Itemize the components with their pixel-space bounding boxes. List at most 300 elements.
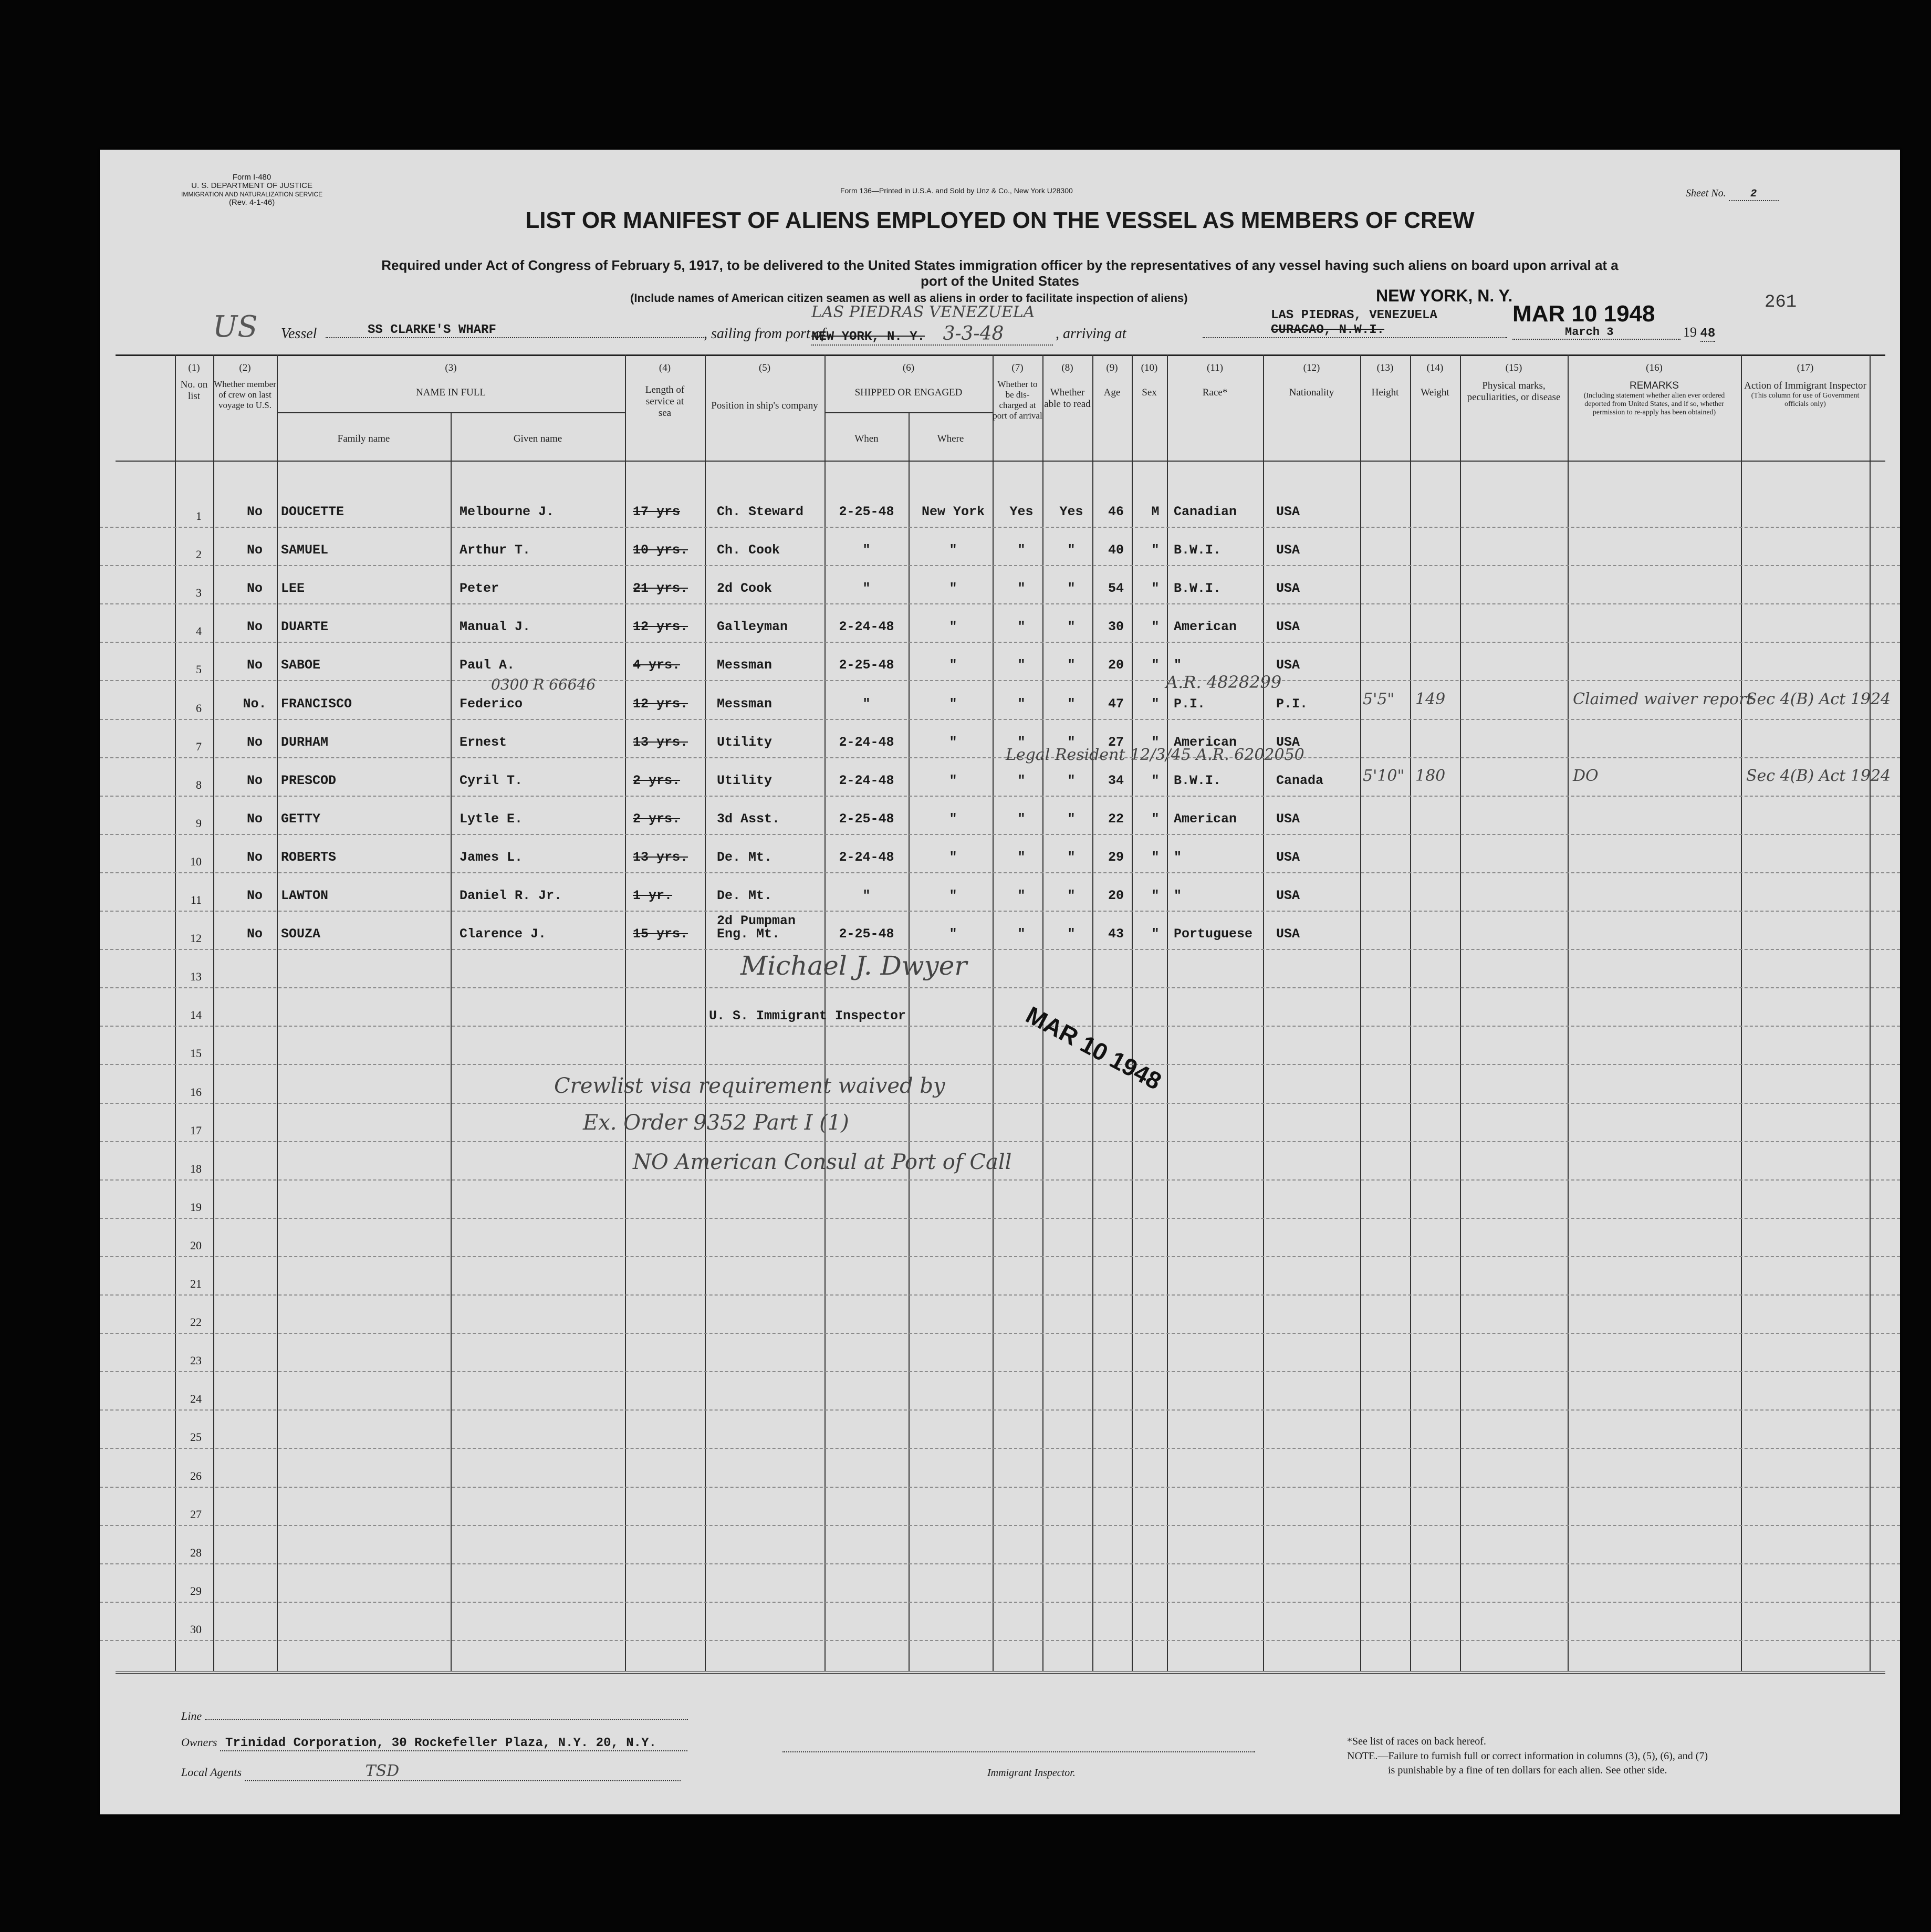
col-sublabel: (Including statement whether alien ever ordered deported from United States, and if so, whether permission to re-apply has been obtained)	[1583, 392, 1725, 416]
able-to-read-cell: "	[1067, 657, 1076, 673]
col-header-8	[1042, 362, 1092, 410]
service-length-cell: 21 yrs.	[633, 581, 688, 597]
row-number: 21	[190, 1277, 202, 1290]
table-row	[100, 872, 1900, 912]
table-row	[100, 1103, 1900, 1142]
given-name-cell: Cyril T.	[460, 772, 523, 788]
shipped-when-cell: "	[862, 888, 871, 903]
weight-cell: 149	[1415, 690, 1446, 708]
arriving-label: , arriving at	[1056, 326, 1126, 342]
col-header-4	[625, 362, 705, 419]
col-sublabel: (This column for use of Government officials only)	[1751, 392, 1860, 408]
table-bottom-border	[116, 1672, 1885, 1674]
col-num: (13)	[1376, 362, 1394, 373]
table-top-border	[116, 354, 1885, 356]
nationality-cell: USA	[1276, 657, 1300, 673]
shipped-subheader-line	[824, 412, 993, 413]
crewlist-waiver-line-2: Ex. Order 9352 Part I (1)	[583, 1111, 849, 1135]
discharged-cell: "	[1017, 581, 1026, 597]
shipped-where-cell: "	[949, 619, 957, 635]
shipped-when-cell: 2-25-48	[839, 504, 894, 519]
shipped-when-cell: 2-24-48	[839, 619, 894, 635]
sailing-port	[811, 323, 1053, 346]
discharged-cell: "	[1017, 657, 1026, 673]
col-num: (5)	[758, 362, 771, 373]
family-name-cell: DURHAM	[281, 734, 329, 750]
position-cell: Utility	[717, 772, 773, 788]
sex-cell: "	[1151, 734, 1160, 750]
able-to-read-cell: "	[1067, 734, 1076, 750]
given-name-cell: Melbourne J.	[460, 504, 555, 519]
shipped-where-cell: "	[949, 772, 957, 788]
col-num: (8)	[1061, 362, 1073, 373]
last-voyage-cell: No	[246, 849, 263, 865]
table-row	[100, 1563, 1900, 1603]
able-to-read-cell: Yes	[1059, 504, 1083, 519]
col-label: Whether able to read	[1044, 387, 1091, 410]
discharged-cell: "	[1017, 849, 1026, 865]
row-number: 11	[190, 893, 202, 906]
sex-cell: M	[1151, 504, 1160, 519]
col-subheader-when: When	[854, 433, 879, 444]
row-number: 25	[190, 1430, 202, 1444]
table-row	[100, 642, 1900, 681]
nationality-cell: USA	[1276, 542, 1300, 558]
sex-cell: "	[1151, 772, 1160, 788]
last-voyage-cell: No.	[243, 696, 267, 712]
able-to-read-cell: "	[1067, 926, 1076, 942]
service-name: IMMIGRATION AND NATURALIZATION SERVICE	[181, 191, 323, 198]
col-num: (9)	[1106, 362, 1118, 373]
able-to-read-cell: "	[1067, 772, 1076, 788]
row6-given-note: 0300 R 66646	[491, 676, 596, 693]
subtitle-act: Required under Act of Congress of February 5, 1917, to be delivered to the United States immigration officer by the representatives of any vessel having such aliens on board upon arrival at a	[381, 257, 1619, 273]
row-number: 22	[190, 1315, 202, 1329]
given-name-cell: Daniel R. Jr.	[460, 888, 562, 903]
name-subheader-line	[277, 412, 625, 413]
service-length-cell: 13 yrs.	[633, 849, 688, 865]
inspector-signature: Michael J. Dwyer	[740, 951, 967, 981]
table-row	[100, 1409, 1900, 1449]
table-header-border	[116, 461, 1885, 462]
col-label: Nationality	[1289, 387, 1334, 398]
date-stamp: MAR 10 1948	[1512, 301, 1655, 327]
arrival-date: March 3	[1512, 326, 1681, 340]
table-row	[100, 987, 1900, 1027]
age-cell: 29	[1108, 849, 1124, 865]
weight-cell: 180	[1415, 766, 1446, 785]
col-header-13	[1360, 362, 1410, 399]
nationality-cell: USA	[1276, 888, 1300, 903]
col-header-10	[1132, 362, 1167, 399]
row-number: 15	[190, 1047, 202, 1060]
col-num: (4)	[659, 362, 671, 373]
able-to-read-cell: "	[1067, 696, 1076, 712]
row6-race-note: A.R. 4828299	[1166, 672, 1282, 692]
form-header	[181, 173, 322, 207]
table-row	[100, 527, 1900, 566]
family-name-cell: GETTY	[281, 811, 321, 827]
family-name-cell: SAMUEL	[281, 542, 329, 558]
col-header-6	[824, 362, 993, 399]
race-cell: P.I.	[1174, 696, 1206, 712]
given-name-cell: Lytle E.	[460, 811, 523, 827]
row-number: 1	[196, 509, 202, 523]
given-name-cell: Paul A.	[460, 657, 515, 673]
shipped-when-cell: 2-25-48	[839, 657, 894, 673]
inspector-title: U. S. Immigrant Inspector	[709, 1008, 906, 1024]
given-name-cell: Peter	[460, 581, 499, 597]
row-number: 20	[190, 1238, 202, 1252]
year-value: 48	[1700, 327, 1716, 341]
last-voyage-cell: No	[246, 581, 263, 597]
family-name-cell: PRESCOD	[281, 772, 337, 788]
table-row	[100, 488, 1900, 528]
position-cell: De. Mt.	[717, 849, 773, 865]
shipped-when-cell: "	[862, 542, 871, 558]
line-value	[205, 1719, 688, 1720]
col-label: SHIPPED OR ENGAGED	[854, 387, 963, 398]
col-subheader-family: Family name	[337, 433, 390, 444]
age-cell: 47	[1108, 696, 1124, 712]
form-number: Form I-480	[232, 173, 272, 182]
position-cell: Galleyman	[717, 619, 788, 635]
service-length-cell: 12 yrs.	[633, 619, 688, 635]
last-voyage-cell: No	[246, 542, 263, 558]
row-number: 27	[190, 1507, 202, 1521]
shipped-where-cell: "	[949, 811, 957, 827]
table-row	[100, 1026, 1900, 1065]
race-cell: Canadian	[1174, 504, 1237, 519]
sheet-number: 2	[1729, 188, 1779, 201]
given-name-cell: Federico	[460, 696, 523, 712]
nationality-cell: P.I.	[1276, 696, 1308, 712]
sheet-number-label	[1686, 187, 1779, 201]
service-length-cell: 2 yrs.	[633, 811, 681, 827]
col-num: (3)	[445, 362, 457, 373]
col-header-15	[1460, 362, 1568, 403]
position-cell: Eng. Mt.	[717, 926, 780, 942]
vessel-name: SS CLARKE'S WHARF	[326, 323, 704, 338]
table-row	[100, 796, 1900, 835]
arriving-port-typed: LAS PIEDRAS, VENEZUELA	[1271, 308, 1437, 322]
col-num: (15)	[1505, 362, 1522, 373]
fine-note-2: is punishable by a fine of ten dollars for each alien. See other side.	[1388, 1764, 1667, 1776]
shipped-where-cell: "	[949, 849, 957, 865]
shipped-where-cell: "	[949, 581, 957, 597]
table-row	[100, 1333, 1900, 1372]
sex-cell: "	[1151, 696, 1160, 712]
sailing-port-struck: NEW YORK, N. Y.	[811, 330, 925, 344]
family-name-cell: FRANCISCO	[281, 696, 352, 712]
given-name-cell: James L.	[460, 849, 523, 865]
discharged-cell: "	[1017, 542, 1026, 558]
position-cell: Messman	[717, 696, 773, 712]
sex-cell: "	[1151, 888, 1160, 903]
form-revision: (Rev. 4-1-46)	[228, 198, 275, 207]
shipped-where-cell: "	[949, 657, 957, 673]
last-voyage-cell: No	[246, 926, 263, 942]
table-row	[100, 1487, 1900, 1526]
owners-label: Owners	[181, 1736, 217, 1749]
col-header-5	[705, 362, 824, 412]
table-row	[100, 1294, 1900, 1334]
nationality-cell: USA	[1276, 926, 1300, 942]
col-header-17	[1741, 362, 1870, 409]
age-cell: 20	[1108, 657, 1124, 673]
able-to-read-cell: "	[1067, 811, 1076, 827]
discharged-cell: "	[1017, 734, 1026, 750]
inspector-date-stamp: MAR 10 1948	[1021, 1000, 1166, 1095]
inspector-action-cell: Sec 4(B) Act 1924	[1746, 690, 1891, 708]
shipped-when-cell: 2-24-48	[839, 772, 894, 788]
sailing-label: , sailing from port of	[704, 326, 826, 342]
position-cell: 3d Asst.	[717, 811, 780, 827]
col-label: Whether member of crew on last voyage to U.S.	[214, 379, 276, 410]
race-cell: American	[1174, 811, 1237, 827]
table-row	[100, 911, 1900, 950]
family-name-cell: SOUZA	[281, 926, 321, 942]
sex-cell: "	[1151, 811, 1160, 827]
table-row	[100, 757, 1900, 797]
family-name-cell: SABOE	[281, 657, 321, 673]
sheet-label: Sheet No.	[1686, 187, 1726, 199]
fine-note-1: NOTE.—Failure to furnish full or correct information in columns (3), (5), (6), and (7)	[1347, 1750, 1708, 1762]
given-name-cell: Clarence J.	[460, 926, 547, 942]
col-header-12	[1263, 362, 1360, 399]
arriving-port-struck: CURACAO, N.W.I.	[1203, 323, 1507, 338]
col-num: (12)	[1303, 362, 1320, 373]
position-cell: De. Mt.	[717, 888, 773, 903]
agency-name: U. S. DEPARTMENT OF JUSTICE	[191, 181, 312, 190]
row-number: 13	[190, 970, 202, 984]
family-name-cell: DUARTE	[281, 619, 329, 635]
footer-line	[181, 1709, 688, 1723]
arrival-year	[1683, 325, 1715, 341]
row-number: 5	[196, 663, 202, 676]
service-length-cell: 17 yrs	[633, 504, 681, 519]
discharged-cell: "	[1017, 619, 1026, 635]
position-cell: Utility	[717, 734, 773, 750]
last-voyage-cell: No	[246, 811, 263, 827]
shipped-when-cell: 2-24-48	[839, 849, 894, 865]
position-cell: Ch. Steward	[717, 504, 804, 519]
inspector-action-cell: Sec 4(B) Act 1924	[1746, 766, 1891, 785]
given-name-cell: Ernest	[460, 734, 507, 750]
able-to-read-cell: "	[1067, 888, 1076, 903]
row-number: 4	[196, 624, 202, 638]
table-row	[100, 1525, 1900, 1564]
age-cell: 40	[1108, 542, 1124, 558]
table-row	[100, 834, 1900, 873]
manifest-sheet	[100, 150, 1900, 1814]
remarks-cell: DO	[1573, 766, 1599, 785]
shipped-when-cell: 2-24-48	[839, 734, 894, 750]
position-above-cell: 2d Pumpman	[717, 913, 796, 929]
sex-cell: "	[1151, 657, 1160, 673]
col-label: No. on list	[180, 379, 208, 402]
row-number: 30	[190, 1622, 202, 1636]
col-num: (10)	[1141, 362, 1158, 373]
service-length-cell: 2 yrs.	[633, 772, 681, 788]
able-to-read-cell: "	[1067, 542, 1076, 558]
col-label: Sex	[1142, 387, 1157, 398]
discharged-cell: "	[1017, 888, 1026, 903]
nationality-cell: USA	[1276, 849, 1300, 865]
able-to-read-cell: "	[1067, 581, 1076, 597]
row-number: 9	[196, 816, 202, 830]
row-number: 28	[190, 1545, 202, 1559]
col-subheader-given: Given name	[513, 433, 562, 444]
row-number: 3	[196, 586, 202, 600]
row-number: 24	[190, 1392, 202, 1406]
service-length-cell: 10 yrs.	[633, 542, 688, 558]
last-voyage-cell: No	[246, 772, 263, 788]
sex-cell: "	[1151, 581, 1160, 597]
able-to-read-cell: "	[1067, 619, 1076, 635]
col-label: Age	[1103, 387, 1121, 398]
table-row	[100, 1602, 1900, 1641]
agents-label: Local Agents	[181, 1766, 242, 1779]
race-cell: American	[1174, 619, 1237, 635]
nationality-cell: USA	[1276, 734, 1300, 750]
printer-line: Form 136—Printed in U.S.A. and Sold by Unz & Co., New York U28300	[840, 186, 1073, 195]
row-number: 8	[196, 778, 202, 791]
sex-cell: "	[1151, 619, 1160, 635]
remarks-cell: Claimed waiver report	[1573, 690, 1753, 708]
races-note: *See list of races on back hereof.	[1347, 1736, 1486, 1747]
immigrant-inspector-line	[782, 1751, 1255, 1752]
race-cell: B.W.I.	[1174, 581, 1222, 597]
year-prefix: 19	[1683, 325, 1697, 340]
service-length-cell: 4 yrs.	[633, 657, 681, 673]
sailing-port-handwritten: LAS PIEDRAS VENEZUELA	[811, 303, 1035, 321]
able-to-read-cell: "	[1067, 849, 1076, 865]
col-num: (16)	[1646, 362, 1663, 373]
row-number: 23	[190, 1354, 202, 1367]
row8-legal-resident-note: Legal Resident 12/3/45 A.R. 6202050	[1006, 746, 1304, 764]
col-subheader-where: Where	[937, 433, 964, 444]
last-voyage-cell: No	[246, 888, 263, 903]
crewlist-waiver-line-3: NO American Consul at Port of Call	[633, 1150, 1012, 1174]
col-num: (2)	[239, 362, 251, 373]
discharged-cell: "	[1017, 772, 1026, 788]
position-cell: 2d Cook	[717, 581, 773, 597]
row-number: 29	[190, 1584, 202, 1597]
age-cell: 46	[1108, 504, 1124, 519]
shipped-where-cell: "	[949, 542, 957, 558]
discharged-cell: "	[1017, 926, 1026, 942]
age-cell: 43	[1108, 926, 1124, 942]
shipped-when-cell: 2-25-48	[839, 811, 894, 827]
discharged-cell: "	[1017, 696, 1026, 712]
age-cell: 20	[1108, 888, 1124, 903]
col-header-9	[1092, 362, 1132, 399]
last-voyage-cell: No	[246, 734, 263, 750]
given-name-cell: Manual J.	[460, 619, 531, 635]
col-header-11	[1167, 362, 1263, 399]
last-voyage-cell: No	[246, 657, 263, 673]
age-cell: 34	[1108, 772, 1124, 788]
col-label: Height	[1371, 387, 1399, 398]
col-label: NAME IN FULL	[416, 387, 486, 398]
table-row	[100, 719, 1900, 758]
subtitle-port: port of the United States	[921, 273, 1079, 289]
race-cell: American	[1174, 734, 1237, 750]
race-cell: "	[1174, 849, 1182, 865]
table-row	[100, 681, 1900, 720]
col-label: Weight	[1421, 387, 1449, 398]
age-cell: 54	[1108, 581, 1124, 597]
crewlist-waiver-line-1: Crewlist visa requirement waived by	[554, 1074, 945, 1098]
table-row	[100, 565, 1900, 604]
age-cell: 27	[1108, 734, 1124, 750]
nationality-cell: USA	[1276, 581, 1300, 597]
table-row	[100, 1179, 1900, 1219]
table-row	[100, 1371, 1900, 1411]
service-length-cell: 1 yr.	[633, 888, 673, 903]
sex-cell: "	[1151, 926, 1160, 942]
col-num: (1)	[188, 362, 200, 373]
col-header-1	[175, 362, 213, 402]
col-label: Whether to be dis-charged at port of arrival	[993, 379, 1042, 421]
col-header-14	[1410, 362, 1460, 399]
shipped-where-cell: "	[949, 888, 957, 903]
col-num: (11)	[1207, 362, 1223, 373]
row-number: 10	[190, 854, 202, 868]
shipped-where-cell: New York	[921, 504, 985, 519]
col-label: Action of Immigrant Inspector	[1744, 380, 1866, 391]
row-number: 16	[190, 1085, 202, 1099]
page-title: LIST OR MANIFEST OF ALIENS EMPLOYED ON THE VESSEL AS MEMBERS OF CREW	[525, 207, 1475, 233]
col-label: Length of service at sea	[645, 384, 685, 419]
discharged-cell: Yes	[1009, 504, 1034, 519]
service-length-cell: 12 yrs.	[633, 696, 688, 712]
col-header-2	[213, 362, 277, 411]
line-label: Line	[181, 1709, 202, 1722]
col-label: Race*	[1202, 387, 1228, 398]
col-header-16	[1568, 362, 1741, 417]
sailing-date-handwritten: 3-3-48	[943, 323, 1004, 344]
shipped-when-cell: 2-25-48	[839, 926, 894, 942]
owners-value: Trinidad Corporation, 30 Rockefeller Plaza, N.Y. 20, N.Y.	[220, 1736, 687, 1751]
immigrant-inspector-label: Immigrant Inspector.	[987, 1767, 1076, 1779]
row-number: 17	[190, 1123, 202, 1137]
subtitle-include: (Include names of American citizen seamen as well as aliens in order to facilitate inspection of aliens)	[630, 291, 1188, 305]
nationality-cell: USA	[1276, 504, 1300, 519]
last-voyage-cell: No	[246, 619, 263, 635]
last-voyage-cell: No	[246, 504, 263, 519]
col-label: Physical marks, peculiarities, or disease	[1467, 380, 1561, 403]
table-row	[100, 1256, 1900, 1296]
age-cell: 30	[1108, 619, 1124, 635]
sex-cell: "	[1151, 849, 1160, 865]
nationality-cell: USA	[1276, 619, 1300, 635]
height-cell: 5'5"	[1363, 690, 1395, 708]
position-cell: Messman	[717, 657, 773, 673]
vessel-label: Vessel	[281, 326, 317, 342]
shipped-when-cell: "	[862, 581, 871, 597]
row-number: 19	[190, 1200, 202, 1214]
us-mark: US	[213, 310, 258, 344]
age-cell: 22	[1108, 811, 1124, 827]
row-number: 2	[196, 548, 202, 561]
arrival-port-stamp: NEW YORK, N. Y.	[1376, 286, 1513, 305]
service-length-cell: 15 yrs.	[633, 926, 688, 942]
table-row	[100, 1448, 1900, 1488]
race-cell: "	[1174, 888, 1182, 903]
footer-local-agents	[181, 1762, 681, 1781]
